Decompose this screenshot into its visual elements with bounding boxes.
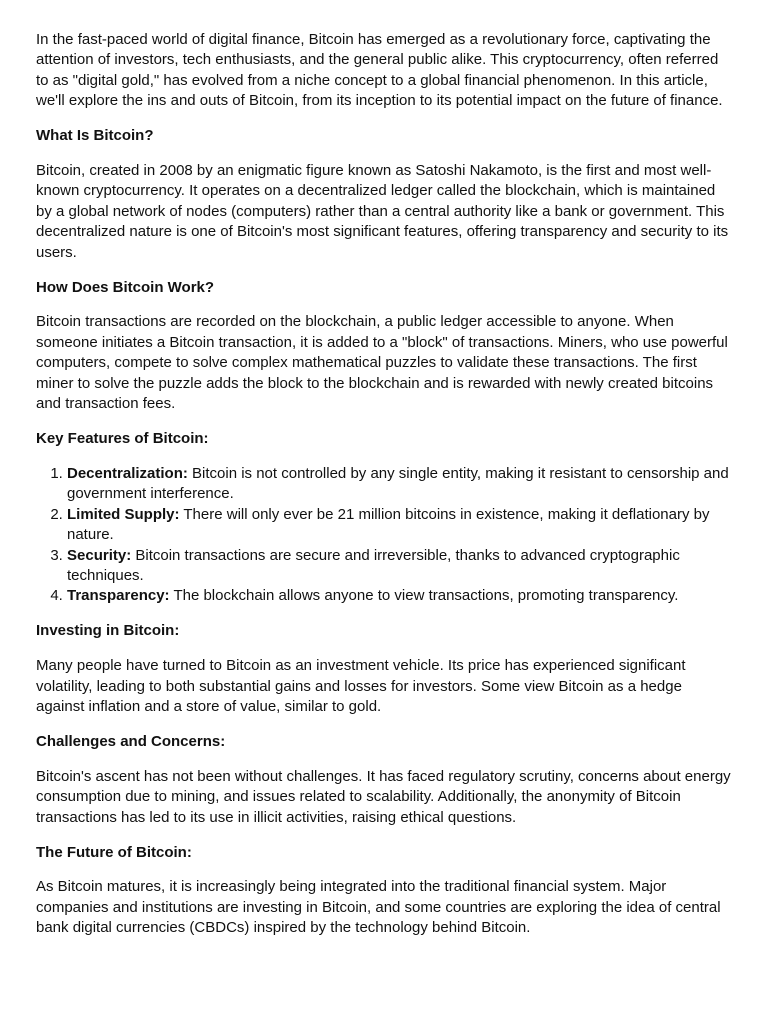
feature-text: The blockchain allows anyone to view transactions, promoting transparency. <box>169 587 679 605</box>
list-item <box>67 505 734 546</box>
list-item <box>67 546 734 587</box>
list-item <box>67 464 734 505</box>
paragraph-investing: Many people have turned to Bitcoin as an investment vehicle. Its price has experienced significant volatility, leading to both substantial gains and losses for investors. Some view Bitcoin as a hedge against inflation and a store of value, similar to gold. <box>36 657 686 715</box>
feature-term: Security: <box>67 546 132 564</box>
feature-text: Bitcoin is not controlled by any single entity, making it resistant to censorship and government interference. <box>67 464 729 503</box>
paragraph-future: As Bitcoin matures, it is increasingly being integrated into the traditional financial system. Major companies and institutions are investing in Bitcoin, and some countries are exploring the idea of central bank digital currencies (CBDCs) inspired by the technology behind Bitcoin. <box>36 878 721 937</box>
paragraph-challenges: Bitcoin's ascent has not been without challenges. It has faced regulatory scrutiny, concerns about energy consumption due to mining, and issues related to scalability. Additionally, the anonymity of Bitcoin transactions has led to its use in illicit activities, raising ethical questions. <box>36 767 731 826</box>
feature-term: Decentralization: <box>67 464 188 482</box>
heading-key-features: Key Features of Bitcoin: <box>36 430 209 447</box>
paragraph-what-is-bitcoin: Bitcoin, created in 2008 by an enigmatic figure known as Satoshi Nakamoto, is the first and most well-known cryptocurrency. It operates on a decentralized ledger called the blockchain, which is maintained by a global network of nodes (computers) rather than a central authority like a bank or government. This decentralized nature is one of Bitcoin's most significant features, offering transparency and security to its users. <box>36 162 729 261</box>
list-item <box>67 586 734 606</box>
paragraph-how-bitcoin-works: Bitcoin transactions are recorded on the blockchain, a public ledger accessible to anyone. When someone initiates a Bitcoin transaction, it is added to a "block" of transactions. Miners, who use powerful computers, compete to solve complex mathematical puzzles to validate these transactions. The first miner to solve the puzzle adds the block to the blockchain and is rewarded with newly created bitcoins and transaction fees. <box>36 313 728 413</box>
intro-paragraph: In the fast-paced world of digital finance, Bitcoin has emerged as a revolutionary force, captivating the attention of investors, tech enthusiasts, and the general public alike. This cryptocurrency, often referred to as "digital gold," has evolved from a niche concept to a global financial phenomenon. In this article, we'll explore the ins and outs of Bitcoin, from its inception to its potential impact on the future of finance. <box>36 31 723 110</box>
feature-term: Limited Supply: <box>67 505 180 523</box>
feature-term: Transparency: <box>67 587 170 605</box>
heading-future: The Future of Bitcoin: <box>36 843 192 861</box>
feature-text: Bitcoin transactions are secure and irreversible, thanks to advanced cryptographic techniques. <box>67 546 680 584</box>
heading-challenges: Challenges and Concerns: <box>36 732 226 750</box>
heading-investing: Investing in Bitcoin: <box>36 622 180 640</box>
heading-what-is-bitcoin: What Is Bitcoin? <box>36 127 154 145</box>
feature-text: There will only ever be 21 million bitcoins in existence, making it deflationary by nature. <box>67 505 710 544</box>
heading-how-bitcoin-works: How Does Bitcoin Work? <box>36 278 215 296</box>
key-features-list <box>36 464 734 607</box>
